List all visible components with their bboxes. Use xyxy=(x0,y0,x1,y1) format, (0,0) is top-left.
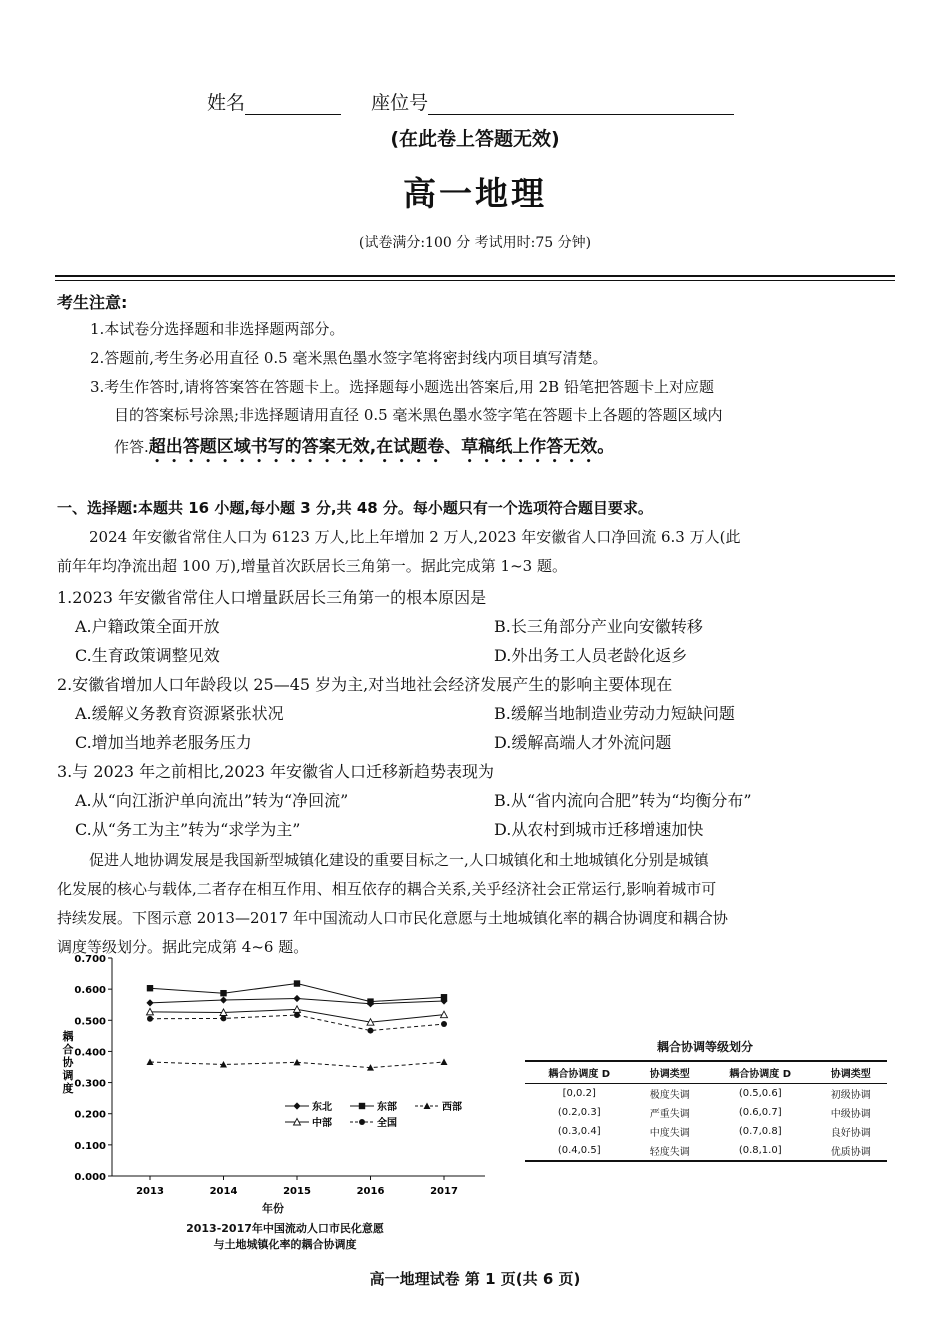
coupling-level-table xyxy=(525,1060,887,1162)
data-point-square xyxy=(294,980,300,986)
notice-heading: 考生注意: xyxy=(57,293,128,312)
data-point-diamond xyxy=(146,999,153,1006)
y-axis-label: 协 xyxy=(62,1056,74,1069)
divider xyxy=(55,280,895,281)
table-row xyxy=(525,1122,887,1141)
table-cell: (0.8,1.0] xyxy=(706,1141,814,1161)
x-tick-label: 2016 xyxy=(356,1186,385,1197)
page-title: 高一地理 xyxy=(403,174,547,213)
legend-marker xyxy=(424,1103,431,1110)
legend-marker xyxy=(359,1103,365,1109)
option-1c[interactable]: C.生育政策调整见效 xyxy=(75,646,220,665)
table-cell: (0.3,0.4] xyxy=(557,1126,601,1137)
name-label: 姓名 xyxy=(207,92,246,114)
y-axis-label: 合 xyxy=(62,1043,74,1056)
x-tick-label: 2015 xyxy=(283,1186,311,1197)
option-1a[interactable]: A.户籍政策全面开放 xyxy=(75,617,220,636)
y-tick-label: 0.200 xyxy=(74,1109,106,1121)
table-cell: (0.5,0.6] xyxy=(738,1088,782,1099)
option-2c[interactable]: C.增加当地养老服务压力 xyxy=(75,733,252,752)
question-1: 1.2023 年安徽省常住人口增量跃居长三角第一的根本原因是 xyxy=(57,588,487,607)
option-1d[interactable]: D.外出务工人员老龄化返乡 xyxy=(494,646,688,665)
table-cell: 极度失调 xyxy=(649,1090,690,1101)
y-axis-label: 度 xyxy=(62,1082,74,1095)
x-tick-label: 2017 xyxy=(430,1186,458,1197)
table-cell: (0.7,0.8] xyxy=(738,1126,782,1137)
table-cell: 良好协调 xyxy=(830,1128,871,1139)
intro-line: 前年年均净流出超 100 万),增量首次跃居长三角第一。据此完成第 1~3 题。 xyxy=(57,557,567,575)
legend-marker xyxy=(293,1102,300,1109)
notice-item-3c xyxy=(114,432,614,467)
y-tick-label: 0.700 xyxy=(74,954,106,965)
invalid-note: (在此卷上答题无效) xyxy=(390,128,560,150)
table-title: 耦合协调等级划分 xyxy=(656,1040,753,1054)
data-point-circle xyxy=(294,1012,300,1018)
legend-marker xyxy=(359,1119,365,1125)
seat-label: 座位号 xyxy=(371,92,429,114)
option-2a[interactable]: A.缓解义务教育资源紧张状况 xyxy=(75,704,284,723)
y-tick-label: 0.600 xyxy=(74,985,106,997)
table-cell: [0,0.2] xyxy=(562,1088,596,1099)
data-point-square xyxy=(441,994,447,1000)
data-point-square xyxy=(147,985,153,991)
option-1b[interactable]: B.长三角部分产业向安徽转移 xyxy=(494,617,703,636)
data-point-circle xyxy=(368,1028,374,1034)
table-row xyxy=(525,1141,887,1161)
intro2-line: 促进人地协调发展是我国新型城镇化建设的重要目标之一,人口城镇化和土地城镇化分别是城镇 xyxy=(89,851,709,869)
intro2-line: 持续发展。下图示意 2013—2017 年中国流动人口市民化意愿与土地城镇化率的耦合协调度和耦合协 xyxy=(57,909,728,927)
table-header-row xyxy=(525,1061,887,1084)
table-cell: (0.6,0.7] xyxy=(738,1107,782,1118)
table-row xyxy=(525,1103,887,1122)
chart-caption: 与土地城镇化率的耦合协调度 xyxy=(213,1238,357,1251)
intro-line: 2024 年安徽省常住人口为 6123 万人,比上年增加 2 万人,2023 年安徽省人口净回流 6.3 万人(此 xyxy=(89,528,741,546)
notice-item-2: 2.答题前,考生务必用直径 0.5 毫米黑色墨水签字笔将密封线内项目填写清楚。 xyxy=(90,349,608,367)
option-3b[interactable]: B.从“省内流向合肥”转为“均衡分布” xyxy=(494,791,752,810)
data-point-circle xyxy=(221,1015,227,1021)
section-heading: 一、选择题:本题共 16 小题,每小题 3 分,共 48 分。每小题只有一个选项符合题目要求。 xyxy=(57,499,653,517)
table-header-cell: 耦合协调度 D xyxy=(706,1061,814,1084)
data-point-diamond xyxy=(220,996,227,1003)
table-header-cell: 协调类型 xyxy=(633,1061,706,1084)
table-cell: 中级协调 xyxy=(830,1109,871,1120)
x-axis-label: 年份 xyxy=(262,1202,284,1215)
name-field[interactable] xyxy=(245,94,341,115)
data-point-triangle xyxy=(441,1059,448,1066)
seat-field[interactable] xyxy=(428,94,734,115)
y-axis-label: 调 xyxy=(62,1069,74,1082)
exam-meta: (试卷满分:100 分 考试用时:75 分钟) xyxy=(358,235,592,251)
option-3c[interactable]: C.从“务工为主”转为“求学为主” xyxy=(75,820,301,839)
option-2b[interactable]: B.缓解当地制造业劳动力短缺问题 xyxy=(494,704,735,723)
legend-label: 东部 xyxy=(377,1102,397,1113)
y-tick-label: 0.300 xyxy=(74,1078,106,1090)
notice-item-1: 1.本试卷分选择题和非选择题两部分。 xyxy=(90,320,345,338)
page-footer: 高一地理试卷 第 1 页(共 6 页) xyxy=(369,1270,581,1288)
intro2-line: 调度等级划分。据此完成第 4~6 题。 xyxy=(57,938,309,956)
x-tick-label: 2014 xyxy=(209,1186,238,1197)
notice-item-3c-text: 作答. xyxy=(114,438,149,456)
legend-label: 东北 xyxy=(312,1102,332,1113)
question-2: 2.安徽省增加人口年龄段以 25—45 岁为主,对当地社会经济发展产生的影响主要体现在 xyxy=(57,675,673,694)
table-header-cell: 协调类型 xyxy=(814,1061,887,1084)
y-tick-label: 0.000 xyxy=(74,1172,106,1183)
table-cell: 初级协调 xyxy=(830,1090,871,1101)
legend-label: 西部 xyxy=(442,1102,462,1113)
option-2d[interactable]: D.缓解高端人才外流问题 xyxy=(494,733,672,752)
intro2-line: 化发展的核心与载体,二者存在相互作用、相互依存的耦合关系,关乎经济社会正常运行,影响着城市可 xyxy=(57,880,717,898)
y-tick-label: 0.100 xyxy=(74,1140,106,1152)
table-cell: 严重失调 xyxy=(649,1109,690,1120)
data-point-circle xyxy=(147,1016,153,1022)
coupling-line-chart xyxy=(50,948,500,1210)
table-header-cell: 耦合协调度 D xyxy=(525,1061,633,1084)
y-axis-label: 耦 xyxy=(62,1030,74,1043)
data-point-circle xyxy=(441,1021,447,1027)
notice-item-3b: 目的答案标号涂黑;非选择题请用直径 0.5 毫米黑色墨水签字笔在答题卡上各题的答题区域内 xyxy=(114,406,723,424)
data-point-diamond xyxy=(293,995,300,1002)
y-tick-label: 0.500 xyxy=(74,1016,106,1028)
table-row xyxy=(525,1084,887,1104)
legend-label: 全国 xyxy=(377,1118,397,1129)
y-tick-label: 0.400 xyxy=(74,1047,106,1059)
chart-caption: 2013-2017年中国流动人口市民化意愿 xyxy=(186,1222,384,1235)
legend-label: 中部 xyxy=(312,1118,332,1129)
table-cell: 优质协调 xyxy=(814,1141,887,1161)
divider xyxy=(55,275,895,277)
data-point-square xyxy=(220,990,226,996)
option-3d[interactable]: D.从农村到城市迁移增速加快 xyxy=(494,820,704,839)
notice-item-3a: 3.考生作答时,请将答案答在答题卡上。选择题每小题选出答案后,用 2B 铅笔把答题卡上对应题 xyxy=(90,378,714,396)
table-cell: 中度失调 xyxy=(649,1128,690,1139)
data-point-square xyxy=(367,998,373,1004)
table-cell: 轻度失调 xyxy=(633,1141,706,1161)
student-info-line xyxy=(207,88,734,115)
question-3: 3.与 2023 年之前相比,2023 年安徽省人口迁移新趋势表现为 xyxy=(57,762,495,781)
table-cell: (0.4,0.5] xyxy=(525,1141,633,1161)
notice-emphasis: 超出答题区域书写的答案无效,在试题卷、草稿纸上作答无效。 xyxy=(148,437,615,457)
x-tick-label: 2013 xyxy=(136,1186,164,1197)
table-cell: (0.2,0.3] xyxy=(557,1107,601,1118)
option-3a[interactable]: A.从“向江浙沪单向流出”转为“净回流” xyxy=(75,791,349,810)
